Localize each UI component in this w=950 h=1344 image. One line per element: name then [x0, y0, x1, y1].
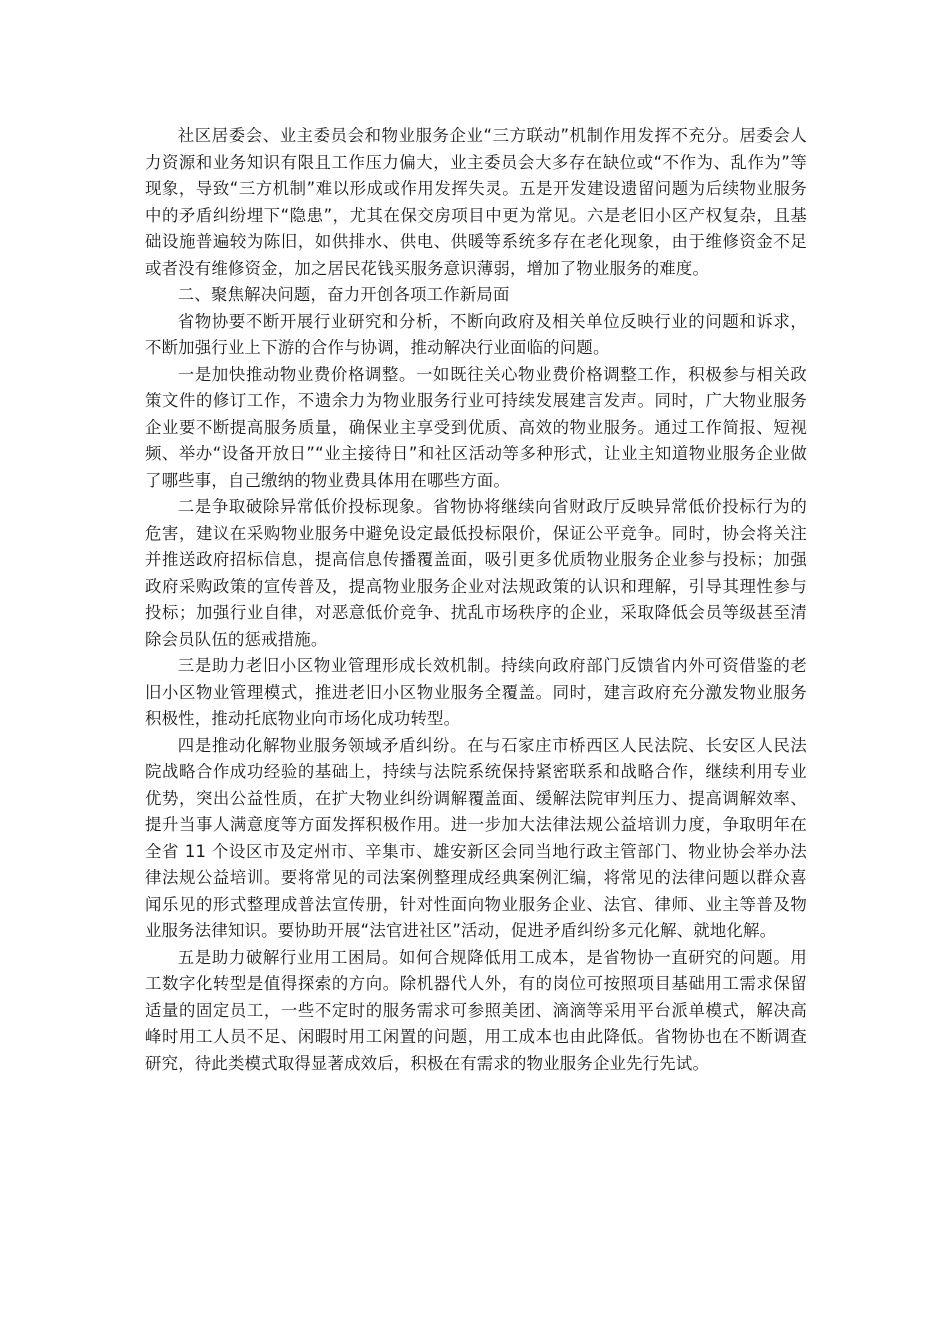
paragraph-intro-continuation: 社区居委会、业主委员会和物业服务企业“三方联动”机制作用发挥不充分。居委会人力资源和业务知识有限且工作压力偏大，业主委员会大多存在缺位或“不作为、乱作为”等现象，导致“三方机制”难以形成或作用发挥失灵。五是开发建设遗留问题为后续物业服务中的矛盾纠纷埋下“隐患”，尤其在保交房项目中更为常见。六是老旧小区产权复杂，且基础设施普遍较为陈旧，如供排水、供电、供暖等系统多存在老化现象，由于维修资金不足或者没有维修资金，加之居民花钱买服务意识薄弱，增加了物业服务的难度。: [145, 126, 807, 278]
paragraph-point-2: 二是争取破除异常低价投标现象。省物协将继续向省财政厅反映异常低价投标行为的危害，建议在采购物业服务中避免设定最低投标限价，保证公平竞争。同时，协会将关注并推送政府招标信息，提高信息传播覆盖面，吸引更多优质物业服务企业参与投标；加强政府采购政策的宣传普及，提高物业服务企业对法规政策的认识和理解，引导其理性参与投标；加强行业自律，对恶意低价竞争、扰乱市场秩序的企业，采取降低会员等级甚至清除会员队伍的惩戒措施。: [145, 497, 807, 649]
document-page: [145, 123, 807, 1077]
paragraph-section-intro: 省物协要不断开展行业研究和分析，不断向政府及相关单位反映行业的问题和诉求，不断加强行业上下游的合作与协调，推动解决行业面临的问题。: [145, 311, 807, 357]
paragraph-point-3: 三是助力老旧小区物业管理形成长效机制。持续向政府部门反馈省内外可资借鉴的老旧小区物业管理模式，推进老旧小区物业服务全覆盖。同时，建言政府充分激发物业服务积极性，推动托底物业向市场化成功转型。: [145, 656, 807, 728]
section-heading-2: 二、聚焦解决问题，奋力开创各项工作新局面: [177, 285, 510, 304]
paragraph-point-4: 四是推动化解物业服务领域矛盾纠纷。在与石家庄市桥西区人民法院、长安区人民法院战略合作成功经验的基础上，持续与法院系统保持紧密联系和战略合作，继续利用专业优势，突出公益性质，在扩大物业纠纷调解覆盖面、缓解法院审判压力、提高调解效率、提升当事人满意度等方面发挥积极作用。进一步加大法律法规公益培训力度，争取明年在全省 11 个设区市及定州市、辛集市、雄安新区会同当地行政主管部门、物业协会举办法律法规公益培训。要将常见的司法案例整理成经典案例汇编，将常见的法律问题以群众喜闻乐见的形式整理成普法宣传册，针对性面向物业服务企业、法官、律师、业主等普及物业服务法律知识。要协助开展“法官进社区”活动，促进矛盾纠纷多元化解、就地化解。: [145, 735, 807, 940]
paragraph-point-5: 五是助力破解行业用工困局。如何合规降低用工成本，是省物协一直研究的问题。用工数字化转型是值得探索的方向。除机器代人外，有的岗位可按照项目基础用工需求保留适量的固定员工，一些不定时的服务需求可参照美团、滴滴等采用平台派单模式，解决高峰时用工人员不足、闲暇时用工闲置的问题，用工成本也由此降低。省物协也在不断调查研究，待此类模式取得显著成效后，积极在有需求的物业服务企业先行先试。: [145, 947, 807, 1073]
paragraph-point-1: 一是加快推动物业费价格调整。一如既往关心物业费价格调整工作，积极参与相关政策文件的修订工作，不遗余力为物业服务行业可持续发展建言发声。同时，广大物业服务企业要不断提高服务质量，确保业主享受到优质、高效的物业服务。通过工作简报、短视频、举办“设备开放日”“业主接待日”和社区活动等多种形式，让业主知道物业服务企业做了哪些事，自己缴纳的物业费具体用在哪些方面。: [145, 364, 807, 490]
